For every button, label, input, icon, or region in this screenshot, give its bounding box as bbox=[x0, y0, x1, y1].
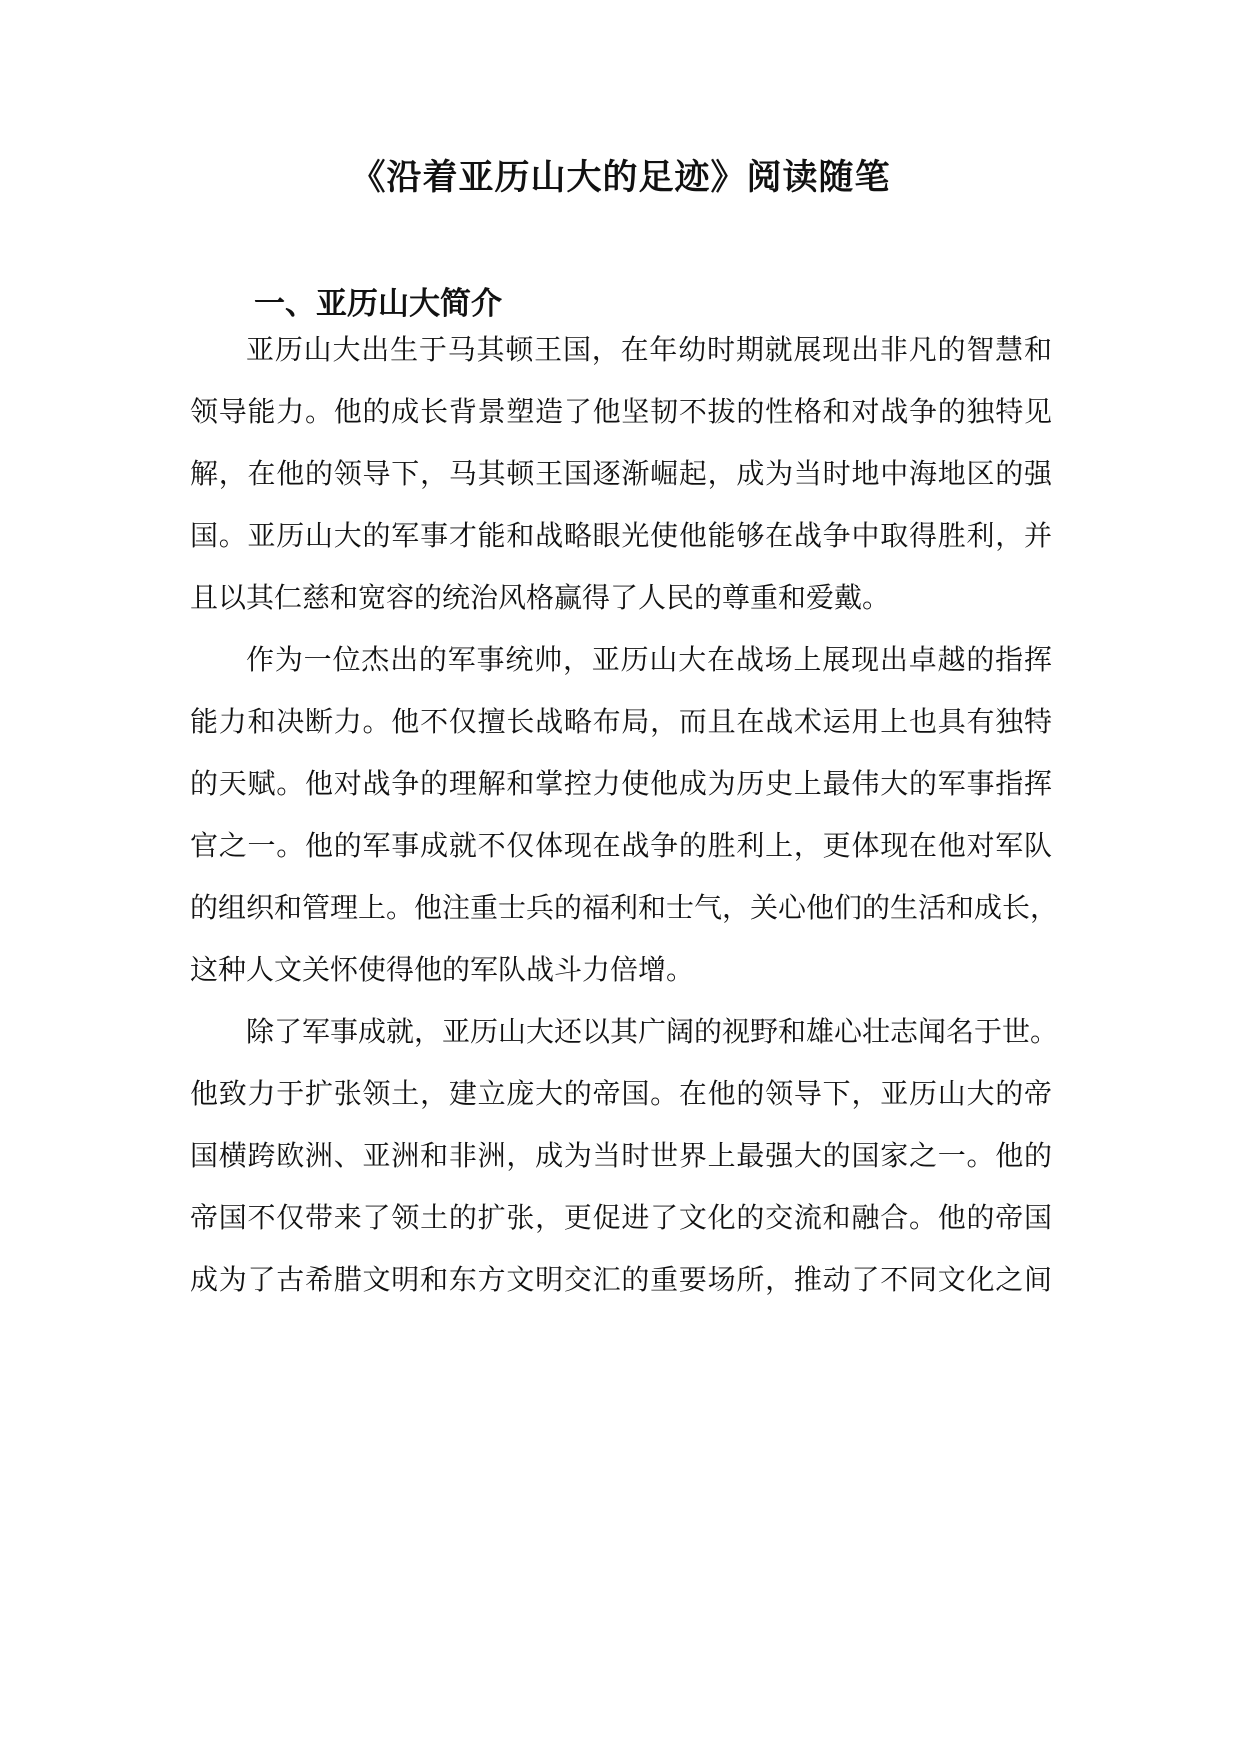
section-heading: 一、亚历山大简介 bbox=[254, 286, 502, 322]
paragraph-2-line-3: 的天赋。他对战争的理解和掌控力使他成为历史上最伟大的军事指挥 bbox=[190, 767, 1052, 800]
paragraph-3-line-4: 帝国不仅带来了领土的扩张，更促进了文化的交流和融合。他的帝国 bbox=[190, 1201, 1052, 1234]
paragraph-2-line-1: 作为一位杰出的军事统帅，亚历山大在战场上展现出卓越的指挥 bbox=[246, 643, 1052, 676]
paragraph-1-line-1: 亚历山大出生于马其顿王国，在年幼时期就展现出非凡的智慧和 bbox=[246, 333, 1052, 366]
paragraph-3-line-2: 他致力于扩张领土，建立庞大的帝国。在他的领导下，亚历山大的帝 bbox=[190, 1077, 1052, 1110]
paragraph-1-line-5: 且以其仁慈和宽容的统治风格赢得了人民的尊重和爱戴。 bbox=[190, 581, 891, 614]
paragraph-3-line-5: 成为了古希腊文明和东方文明交汇的重要场所，推动了不同文化之间 bbox=[190, 1263, 1052, 1296]
document-title: 《沿着亚历山大的足迹》阅读随笔 bbox=[350, 157, 891, 198]
paragraph-2-line-5: 的组织和管理上。他注重士兵的福利和士气，关心他们的生活和成长， bbox=[190, 891, 1059, 924]
paragraph-1-line-3: 解，在他的领导下，马其顿王国逐渐崛起，成为当时地中海地区的强 bbox=[190, 457, 1052, 490]
paragraph-2-line-4: 官之一。他的军事成就不仅体现在战争的胜利上，更体现在他对军队 bbox=[190, 829, 1052, 862]
paragraph-2-line-2: 能力和决断力。他不仅擅长战略布局，而且在战术运用上也具有独特 bbox=[190, 705, 1052, 738]
paragraph-2-line-6: 这种人文关怀使得他的军队战斗力倍增。 bbox=[190, 953, 695, 986]
paragraph-1-line-4: 国。亚历山大的军事才能和战略眼光使他能够在战争中取得胜利，并 bbox=[190, 519, 1052, 552]
paragraph-1-line-2: 领导能力。他的成长背景塑造了他坚韧不拔的性格和对战争的独特见 bbox=[190, 395, 1052, 428]
paragraph-3-line-3: 国横跨欧洲、亚洲和非洲，成为当时世界上最强大的国家之一。他的 bbox=[190, 1139, 1052, 1172]
paragraph-3-line-1: 除了军事成就，亚历山大还以其广阔的视野和雄心壮志闻名于世。 bbox=[246, 1015, 1059, 1048]
